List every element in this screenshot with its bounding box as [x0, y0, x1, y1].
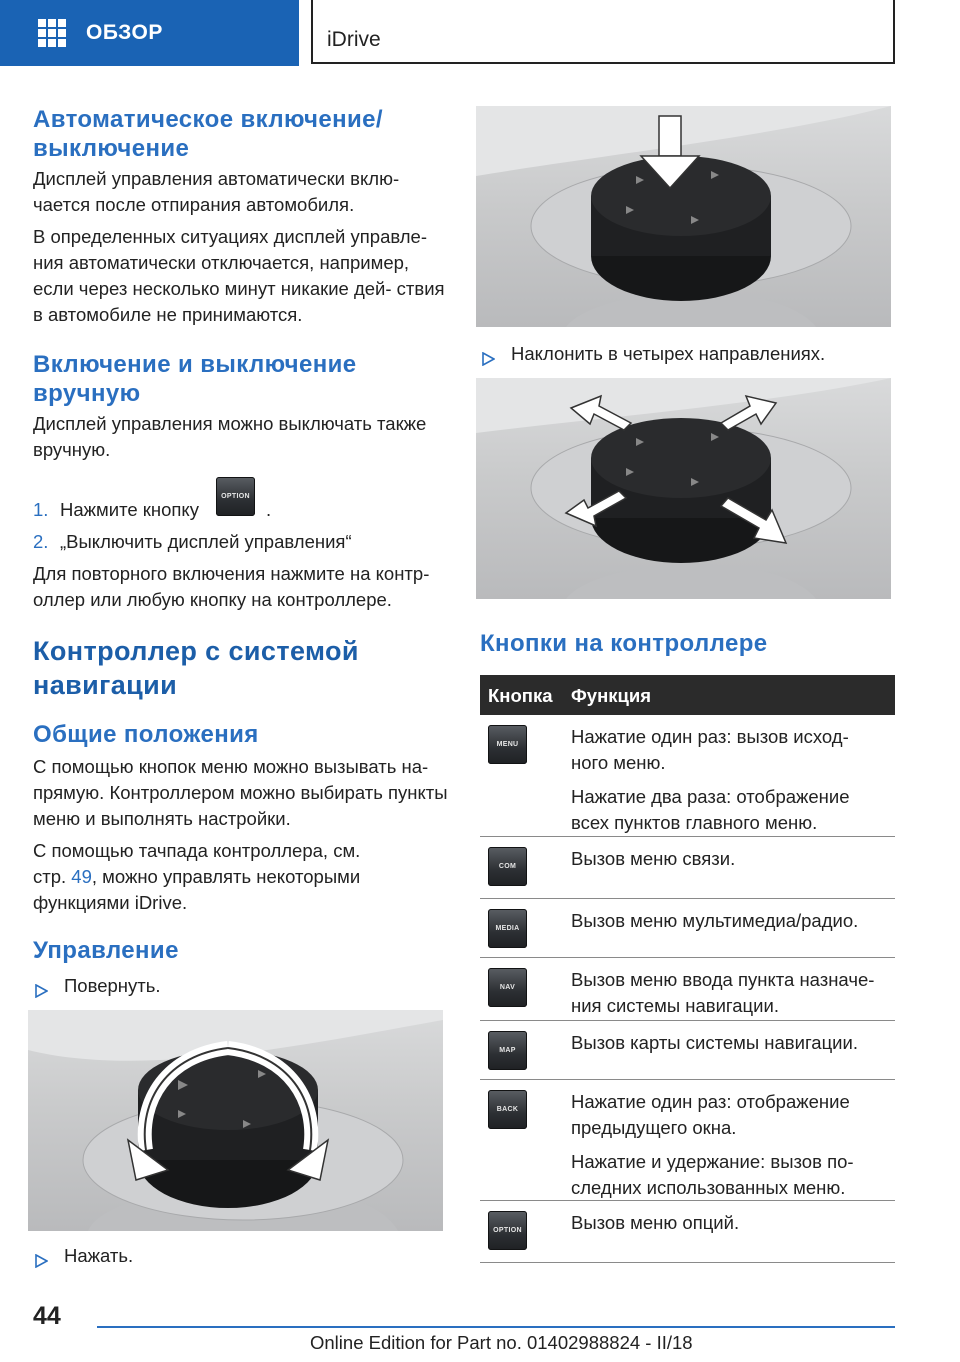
step-2: [33, 529, 443, 555]
table-row: [480, 837, 895, 899]
row-line: Вызов меню опций.: [571, 1212, 740, 1233]
row-line: Нажатие и удержание: вызов по- следних использованных меню.: [571, 1151, 854, 1198]
para-general-1: С помощью кнопок меню можно вызывать на- прямую. Контроллером можно выбирать пункты меню и выполнять настройки.: [33, 756, 448, 829]
option-button-icon: OPTION: [488, 1211, 527, 1250]
section-label: ОБЗОР: [86, 21, 163, 44]
step-1-text: Нажмите кнопку: [60, 499, 199, 520]
para-general-2-a: С помощью тачпада контроллера, см. стр.: [33, 840, 361, 887]
row-line: Вызов меню мультимедиа/радио.: [571, 910, 859, 931]
row-line: Нажатие один раз: отображение предыдущего окна.: [571, 1091, 850, 1138]
row-text: [571, 1089, 886, 1209]
row-line: Вызов меню ввода пункта назначе- ния системы навигации.: [571, 969, 875, 1016]
table-row: [480, 715, 895, 837]
para-auto-1: Дисплей управления автоматически вклю- чается после отпирания автомобиля.: [33, 168, 400, 215]
heading-buttons: Кнопки на контроллере: [480, 630, 768, 657]
heading-controller: Контроллер с системой навигации: [33, 636, 359, 700]
table-header: [480, 675, 895, 715]
menu-button-icon: MENU: [488, 725, 527, 764]
row-text: [571, 1030, 886, 1064]
bullet-press: [33, 1243, 133, 1269]
row-text: [571, 967, 886, 1027]
bullet-press-text: Нажать.: [64, 1245, 134, 1266]
back-button-icon: BACK: [488, 1090, 527, 1129]
row-line: Нажатие один раз: вызов исход- ного меню.: [571, 726, 849, 773]
row-line: Нажатие два раза: отображение всех пунктов главного меню.: [571, 786, 850, 833]
bullet-turn: [33, 973, 161, 999]
para-manual: Дисплей управления можно выключать также вручную.: [33, 413, 427, 460]
row-line: Вызов карты системы навигации.: [571, 1032, 858, 1053]
row-text: [571, 846, 886, 880]
bullet-tilt-text: Наклонить в четырех направлениях.: [511, 343, 826, 364]
bullet-tilt: [480, 341, 825, 367]
table-row: [480, 899, 895, 958]
row-text: [571, 724, 886, 844]
row-text: [571, 1210, 886, 1244]
map-button-icon: MAP: [488, 1031, 527, 1070]
table-row: [480, 958, 895, 1021]
triangle-bullet-icon: [482, 347, 495, 361]
para-again: Для повторного включения нажмите на контр- оллер или любую кнопку на контроллере.: [33, 563, 430, 610]
triangle-bullet-icon: [35, 1249, 48, 1263]
page-number: 44: [33, 1302, 61, 1330]
step-2-number: 2.: [33, 531, 49, 552]
heading-auto: Автоматическое включение/ выключение: [33, 106, 383, 162]
row-text: [571, 908, 886, 942]
media-button-icon: MEDIA: [488, 909, 527, 948]
table-row: [480, 1080, 895, 1201]
row-line: Вызов меню связи.: [571, 848, 736, 869]
step-1-number: 1.: [33, 499, 49, 520]
nav-button-icon: NAV: [488, 968, 527, 1007]
footer-edition: Online Edition for Part no. 01402988824 - II/18: [310, 1332, 693, 1353]
section-tab[interactable]: [0, 0, 299, 66]
col-header-button: Кнопка: [488, 685, 553, 706]
controller-rotate-image: [28, 1010, 443, 1231]
heading-control: Управление: [33, 937, 179, 964]
com-button-icon: COM: [488, 847, 527, 886]
heading-general: Общие положения: [33, 721, 259, 748]
para-auto-2: В определенных ситуациях дисплей управле- ния автоматически отключается, например, если через несколько минут никакие дей- ствия в автомобиле не принимаются.: [33, 226, 445, 325]
grid-menu-icon: [38, 19, 66, 47]
step-1-after: .: [266, 499, 272, 520]
footer-divider: [97, 1326, 895, 1328]
controller-tilt-image: [476, 378, 891, 599]
chapter-box: [311, 0, 895, 64]
bullet-turn-text: Повернуть.: [64, 975, 161, 996]
col-header-function: Функция: [571, 685, 652, 706]
page-link-49[interactable]: 49: [71, 866, 92, 887]
heading-manual: Включение и выключение вручную: [33, 351, 357, 407]
step-2-text: „Выключить дисплей управления“: [60, 531, 352, 552]
chapter-label: iDrive: [327, 28, 381, 51]
para-general-2-b: , можно управлять некоторыми функциями iDrive.: [33, 866, 361, 913]
table-row: [480, 1201, 895, 1263]
para-general-2: [33, 838, 378, 916]
controller-press-image: [476, 106, 891, 327]
triangle-bullet-icon: [35, 979, 48, 993]
option-button-icon: OPTION: [216, 477, 255, 516]
table-row: [480, 1021, 895, 1080]
